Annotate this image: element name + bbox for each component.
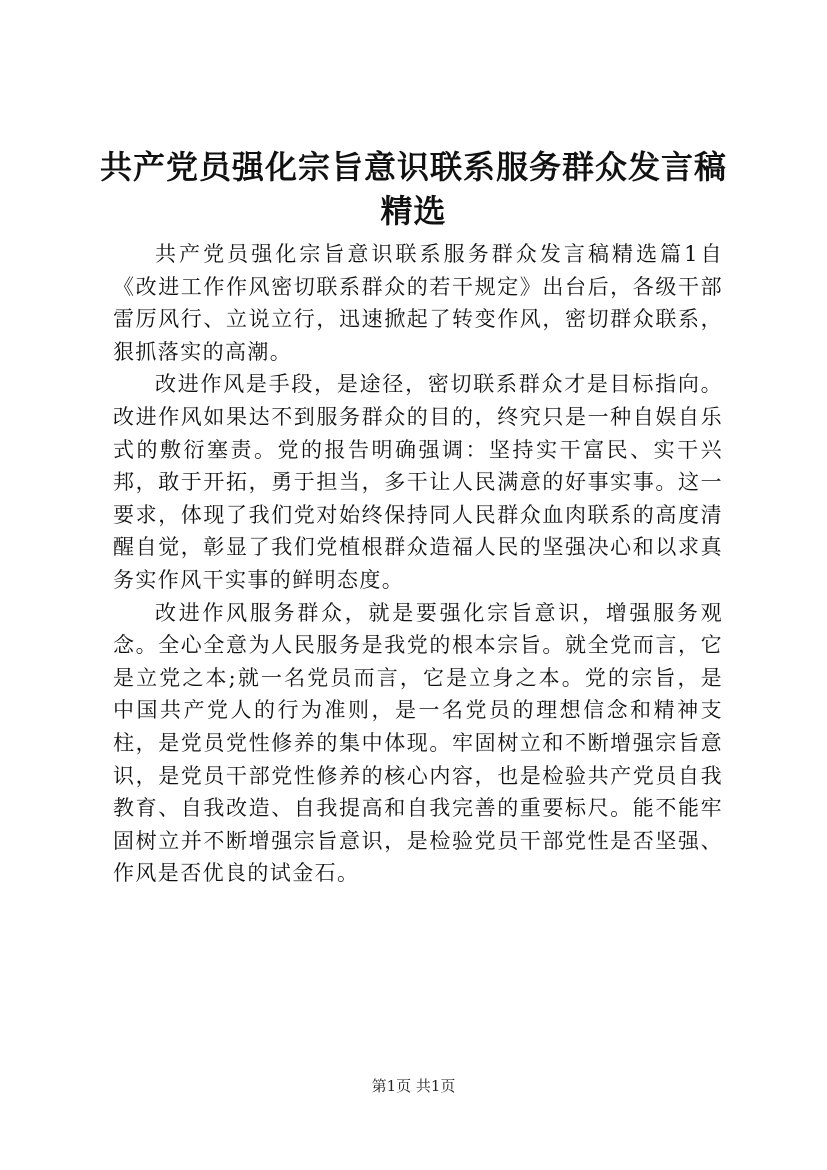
document-title: 共产党员强化宗旨意识联系服务群众发言稿精选 [100, 148, 728, 230]
document-body [113, 238, 723, 890]
page-number-footer: 第1页 共1页 [371, 1077, 456, 1095]
paragraph-1: 共产党员强化宗旨意识联系服务群众发言稿精选篇1自《改进工作作风密切联系群众的若干规定》出台后，各级干部雷厉风行、立说立行，迅速掀起了转变作风，密切群众联系，狠抓落实的高潮。 [113, 242, 723, 364]
paragraph-2: 改进作风是手段，是途径，密切联系群众才是目标指向。改进作风如果达不到服务群众的目的，终究只是一种自娱自乐式的敷衍塞责。党的报告明确强调：坚持实干富民、实干兴邦，敢于开拓，勇于担当，多干让人民满意的好事实事。这一要求，体现了我们党对始终保持同人民群众血肉联系的高度清醒自觉，彰显了我们党植根群众造福人民的坚强决心和以求真务实作风干实事的鲜明态度。 [113, 372, 723, 592]
paragraph-3: 改进作风服务群众，就是要强化宗旨意识，增强服务观念。全心全意为人民服务是我党的根本宗旨。就全党而言，它是立党之本;就一名党员而言，它是立身之本。党的宗旨，是中国共产党人的行为准则，是一名党员的理想信念和精神支柱，是党员党性修养的集中体现。牢固树立和不断增强宗旨意识，是党员干部党性修养的核心内容，也是检验共产党员自我教育、自我改造、自我提高和自我完善的重要标尺。能不能牢固树立并不断增强宗旨意识，是检验党员干部党性是否坚强、作风是否优良的试金石。 [113, 600, 723, 886]
